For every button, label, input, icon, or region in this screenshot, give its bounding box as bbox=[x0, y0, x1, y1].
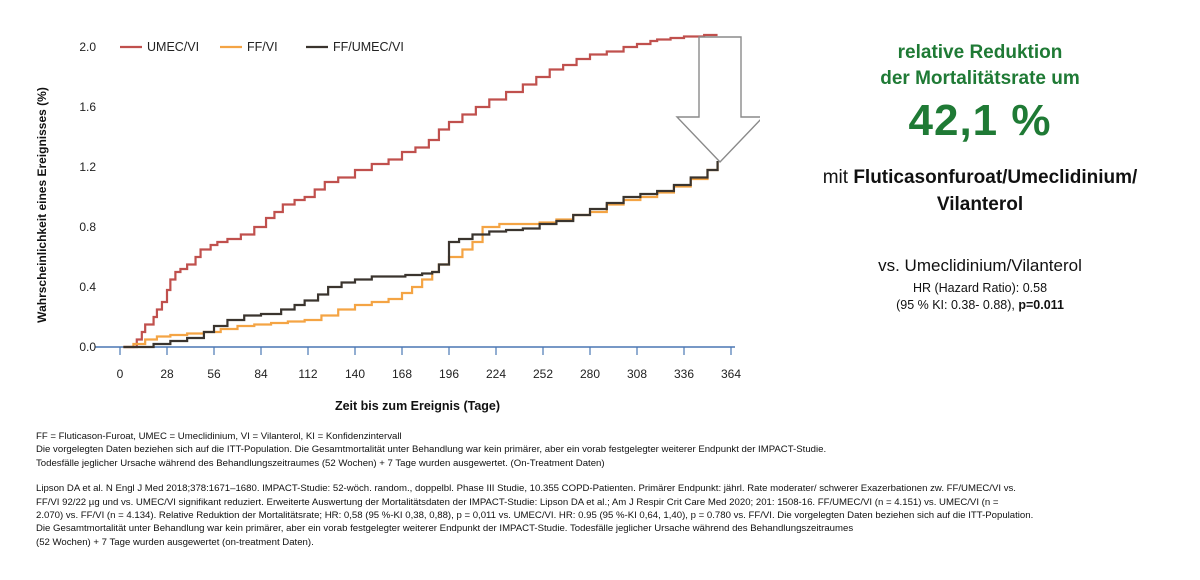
drug-prefix: mit bbox=[822, 167, 854, 188]
x-tick-label: 140 bbox=[344, 367, 366, 381]
reduction-title bbox=[760, 40, 1200, 92]
result-panel bbox=[760, 40, 1200, 314]
series-line-ff-umec-vi bbox=[123, 161, 717, 347]
comparator: vs. Umeclidinium/Vilanterol bbox=[878, 256, 1082, 275]
km-chart-svg bbox=[0, 0, 760, 420]
reference-line-5: (52 Wochen) + 7 Tage wurden ausgewertet (on-treatment Daten). bbox=[36, 536, 314, 548]
reference-line-3: 2.070) vs. FF/VI (n = 4.134). Relative Reduktion der Mortalitätsrate; HR: 0,58 (95 %-KI 0,38, 0,88), p = 0,011 vs. UMEC/VI. HR: 0.95 (95 %-KI 0,64, 1,40), p = 0.780 vs. FF/VI. Die vorgelegten Daten beziehen sich auf die ITT-Population. bbox=[36, 510, 1034, 522]
y-tick-label: 0.0 bbox=[79, 340, 96, 354]
legend-label: FF/VI bbox=[247, 40, 278, 54]
x-tick-label: 0 bbox=[116, 367, 124, 381]
x-tick-label: 112 bbox=[298, 367, 318, 381]
reference-line-1: Lipson DA et al. N Engl J Med 2018;378:1671–1680. IMPACT-Studie: 52-wöch. random., doppelbl. Phase III Studie, 10.355 COPD-Patienten. Primärer Endpunkt: jährl. Rate moderater/ schwerer Exazerbationen zw. FF/UMEC/VI vs. bbox=[36, 483, 1016, 495]
footnote-abbreviations: FF = Fluticason-Furoat, UMEC = Umeclidinium, VI = Vilanterol, KI = Konfidenzintervall bbox=[36, 431, 402, 442]
x-tick-label: 252 bbox=[532, 367, 554, 381]
x-tick-label: 28 bbox=[160, 367, 174, 381]
series-line-umec-vi bbox=[123, 35, 717, 347]
p-value: p=0.011 bbox=[1018, 298, 1064, 312]
km-chart bbox=[0, 0, 760, 420]
reduction-title-line1: relative Reduktion bbox=[897, 42, 1063, 63]
legend-label: FF/UMEC/VI bbox=[333, 40, 404, 54]
x-tick-label: 196 bbox=[438, 367, 460, 381]
hr-value: HR (Hazard Ratio): 0.58 bbox=[912, 281, 1048, 295]
footnote-population: Die vorgelegten Daten beziehen sich auf die ITT-Population. Die Gesamtmortalität unter Behandlung war kein primärer, aber ein vorab festgelegter weiterer Endpunkt der IMPACT-Studie. bbox=[36, 444, 827, 456]
down-arrow-icon bbox=[677, 37, 760, 162]
y-tick-label: 0.4 bbox=[79, 280, 96, 294]
drug-description bbox=[760, 164, 1200, 218]
ci-text: (95 % KI: 0.38- 0.88), bbox=[896, 298, 1019, 312]
hazard-ratio bbox=[760, 280, 1200, 314]
reference-line-2: FF/VI 92/22 µg und vs. UMEC/VI signifikant reduziert. Erweiterte Auswertung der Mortalitätsdaten der IMPACT-Studie: Lipson DA et al.; Am J Respir Crit Care Med 2020; 201: 1508-16. FF/UMEC/VI (n = 4.151) vs. UMEC/VI (n = bbox=[36, 496, 999, 508]
x-tick-label: 56 bbox=[207, 367, 221, 381]
series-line-ff-vi bbox=[123, 161, 717, 347]
x-tick-label: 168 bbox=[391, 367, 413, 381]
x-tick-label: 280 bbox=[579, 367, 601, 381]
reduction-value: 42,1 % bbox=[908, 96, 1052, 145]
y-tick-label: 0.8 bbox=[79, 220, 96, 234]
legend-label: UMEC/VI bbox=[147, 40, 200, 54]
confidence-interval bbox=[760, 297, 1200, 314]
footnotes bbox=[36, 430, 1156, 549]
reference-line-4: Die Gesamtmortalität unter Behandlung war kein primärer, aber ein vorab festgelegter weiterer Endpunkt der IMPACT-Studie. Todesfälle jeglicher Ursache während des Behandlungszeitraumes bbox=[36, 523, 854, 535]
reduction-title-line2: der Mortalitätsrate um bbox=[880, 68, 1080, 89]
y-axis-title: Wahrscheinlichkeit eines Ereignisses (%) bbox=[35, 87, 49, 323]
x-tick-label: 224 bbox=[485, 367, 507, 381]
x-tick-label: 336 bbox=[673, 367, 695, 381]
x-tick-label: 308 bbox=[626, 367, 648, 381]
footnote-deaths: Todesfälle jeglicher Ursache während des Behandlungszeitraumes (52 Wochen) + 7 Tage wurden ausgewertet. (On-Treatment Daten) bbox=[36, 457, 605, 469]
x-tick-label: 364 bbox=[720, 367, 742, 381]
drug-name-line1: Fluticasonfuroat/Umeclidinium/ bbox=[853, 167, 1138, 188]
x-axis-title: Zeit bis zum Ereignis (Tage) bbox=[334, 399, 501, 413]
x-tick-label: 84 bbox=[254, 367, 268, 381]
drug-name-line2: Vilanterol bbox=[936, 194, 1024, 215]
y-tick-label: 1.6 bbox=[79, 100, 96, 114]
y-tick-label: 1.2 bbox=[79, 160, 96, 174]
y-tick-label: 2.0 bbox=[79, 40, 96, 54]
